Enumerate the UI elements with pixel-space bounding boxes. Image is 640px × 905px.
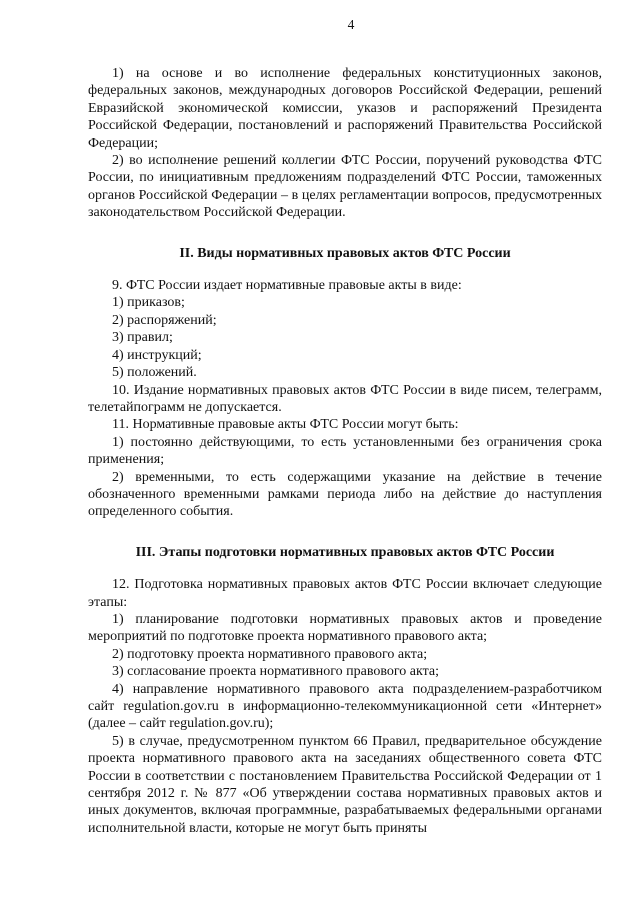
section-heading: II. Виды нормативных правовых актов ФТС России: [179, 245, 511, 261]
list-item: 1) приказов;: [112, 295, 185, 311]
paragraph: 9. ФТС России издает нормативные правовые акты в виде:: [112, 278, 462, 294]
section-2-body: [88, 277, 602, 521]
list-item: 1) постоянно действующими, то есть установленными без ограничения срока применения;: [88, 434, 602, 468]
list-item: 1) планирование подготовки нормативных правовых актов и проведение мероприятий по подготовке проекта нормативного правового акта;: [88, 611, 602, 645]
section-heading: III. Этапы подготовки нормативных правовых актов ФТС России: [135, 544, 555, 560]
list-item: 3) правил;: [112, 330, 173, 346]
list-item: 2) временными, то есть содержащими указание на действие в течение обозначенного временными рамками периода либо на действие до наступления определенного события.: [88, 469, 602, 520]
list-item: 4) направление нормативного правового акта подразделением-разработчиком сайт regulation.gov.ru в информационно-телекоммуникационной сети «Интернет» (далее – сайт regulation.gov.ru);: [88, 681, 602, 732]
page-number: 4: [347, 17, 355, 32]
list-item: 5) в случае, предусмотренном пунктом 66 Правил, предварительное обсуждение проекта нормативного правового акта на заседаниях общественного совета ФТС России в соответствии с постановлением Правительства Российской Федерации от 1 сентября 2012 г. № 877 «Об утверждении состава нормативных правовых актов и иных документов, включая программные, разрабатываемых федеральными органами исполнительной власти, которые не могут быть приняты: [88, 733, 602, 836]
paragraph: 11. Нормативные правовые акты ФТС России могут быть:: [112, 417, 459, 433]
paragraph: 12. Подготовка нормативных правовых актов ФТС России включает следующие этапы:: [88, 577, 602, 610]
list-item: 2) подготовку проекта нормативного правового акта;: [112, 646, 428, 662]
section-3-body: [88, 576, 602, 837]
list-item: 4) инструкций;: [112, 347, 202, 363]
list-item: 3) согласование проекта нормативного правового акта;: [112, 664, 440, 680]
paragraph: 2) во исполнение решений коллегии ФТС России, поручений руководства ФТС России, по инициативным предложениям подразделений ФТС России, таможенных органов Российской Федерации – в целях регламентации вопросов, предусмотренных законодательством Российской Федерации.: [88, 153, 602, 221]
list-item: 5) положений.: [112, 365, 197, 381]
paragraph: 1) на основе и во исполнение федеральных конституционных законов, федеральных законов, международных договоров Российской Федерации, решений Евразийской экономической комиссии, указов и распоряжений Президента Российской Федерации, постановлений и распоряжений Правительства Российской Федерации;: [88, 66, 602, 151]
paragraph: 10. Издание нормативных правовых актов ФТС России в виде писем, телеграмм, телетайпограмм не допускается.: [88, 382, 602, 415]
list-item: 2) распоряжений;: [112, 312, 217, 328]
intro-block: [88, 65, 602, 222]
